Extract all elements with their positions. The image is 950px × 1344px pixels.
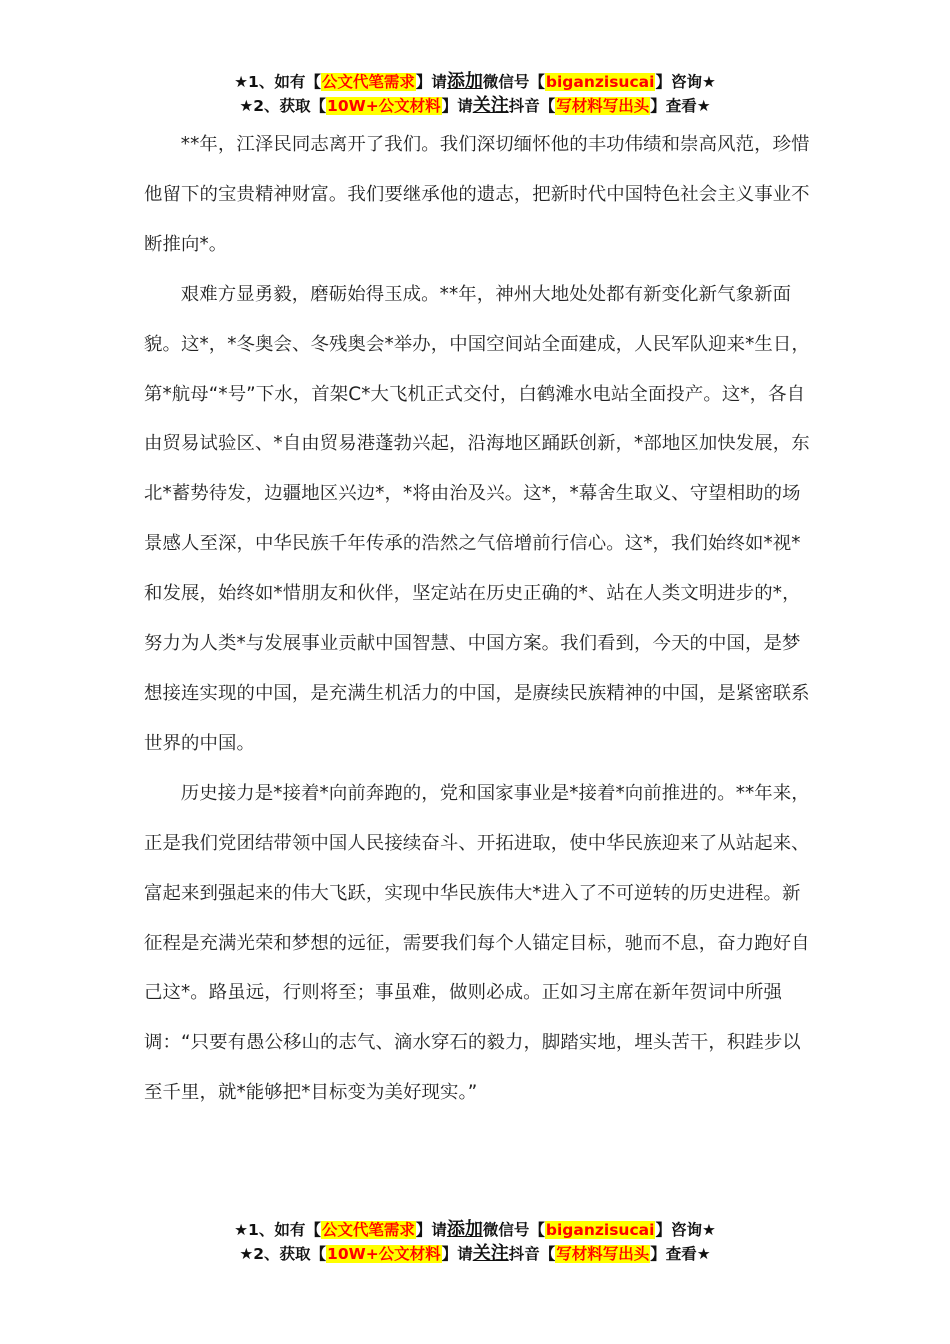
banner-text: 抖音【 bbox=[508, 1245, 556, 1263]
banner-text: 微信号【 bbox=[482, 1221, 545, 1239]
banner-line-1 bbox=[0, 70, 950, 94]
banner-text: 】请 bbox=[415, 1221, 447, 1239]
highlight-text: 写材料写出头 bbox=[556, 1245, 650, 1263]
highlight-text: 写材料写出头 bbox=[556, 97, 650, 115]
emphasis-text: 关注 bbox=[472, 95, 509, 116]
banner-text: ★1、如有【 bbox=[234, 1221, 321, 1239]
paragraph-1: **年，江泽民同志离开了我们。我们深切缅怀他的丰功伟绩和崇高风范，珍惜他留下的宝贵精神财富。我们要继承他的遗志，把新时代中国特色社会主义事业不断推向*。 bbox=[144, 134, 810, 255]
emphasis-text: 关注 bbox=[472, 1243, 509, 1264]
banner-text: 】咨询★ bbox=[655, 1221, 716, 1239]
banner-text: 】请 bbox=[441, 97, 473, 115]
banner-text: 】查看★ bbox=[650, 97, 711, 115]
banner-text: 微信号【 bbox=[482, 73, 545, 91]
highlight-text: 10W+公文材料 bbox=[327, 1245, 441, 1263]
banner-text: ★1、如有【 bbox=[234, 73, 321, 91]
emphasis-text: 添加 bbox=[446, 1219, 483, 1240]
banner-line-2 bbox=[0, 1242, 950, 1266]
highlight-text: 公文代笔需求 bbox=[321, 1221, 415, 1239]
banner-text: 】咨询★ bbox=[655, 73, 716, 91]
banner-text: 】请 bbox=[415, 73, 447, 91]
article-body bbox=[144, 120, 812, 1118]
banner-text: 抖音【 bbox=[508, 97, 556, 115]
highlight-text: 10W+公文材料 bbox=[327, 97, 441, 115]
highlight-text: biganzisucai bbox=[545, 73, 655, 91]
footer-banner bbox=[0, 1218, 950, 1266]
header-banner bbox=[0, 70, 950, 118]
banner-line-1 bbox=[0, 1218, 950, 1242]
banner-text: 】请 bbox=[441, 1245, 473, 1263]
banner-text: 】查看★ bbox=[650, 1245, 711, 1263]
banner-line-2 bbox=[0, 94, 950, 118]
banner-text: ★2、获取【 bbox=[239, 97, 327, 115]
banner-text: ★2、获取【 bbox=[239, 1245, 327, 1263]
paragraph-3: 历史接力是*接着*向前奔跑的，党和国家事业是*接着*向前推进的。**年来，正是我们党团结带领中国人民接续奋斗、开拓进取，使中华民族迎来了从站起来、富起来到强起来的伟大飞跃，实现中华民族伟大*进入了不可逆转的历史进程。新征程是充满光荣和梦想的远征，需要我们每个人锚定目标，驰而不息，奋力跑好自己这*。路虽远，行则将至；事虽难，做则必成。正如习主席在新年贺词中所强调：“只要有愚公移山的志气、滴水穿石的毅力，脚踏实地，埋头苦干，积跬步以至千里，就*能够把*目标变为美好现实。” bbox=[144, 782, 810, 1104]
paragraph-2: 艰难方显勇毅，磨砺始得玉成。**年，神州大地处处都有新变化新气象新面貌。这*，*冬奥会、冬残奥会*举办，中国空间站全面建成，人民军队迎来*生日，第*航母“*号”下水，首架C*大飞机正式交付，白鹤滩水电站全面投产。这*，各自由贸易试验区、*自由贸易港蓬勃兴起，沿海地区踊跃创新，*部地区加快发展，东北*蓄势待发，边疆地区兴边*，*将由治及兴。这*，*幕舍生取义、守望相助的场景感人至深，中华民族千年传承的浩然之气倍增前行信心。这*，我们始终如*视*和发展，始终如*惜朋友和伙伴，坚定站在历史正确的*、站在人类文明进步的*，努力为人类*与发展事业贡献中国智慧、中国方案。我们看到，今天的中国，是梦想接连实现的中国，是充满生机活力的中国，是赓续民族精神的中国，是紧密联系世界的中国。 bbox=[144, 283, 810, 754]
emphasis-text: 添加 bbox=[446, 71, 483, 92]
highlight-text: 公文代笔需求 bbox=[321, 73, 415, 91]
highlight-text: biganzisucai bbox=[545, 1221, 655, 1239]
